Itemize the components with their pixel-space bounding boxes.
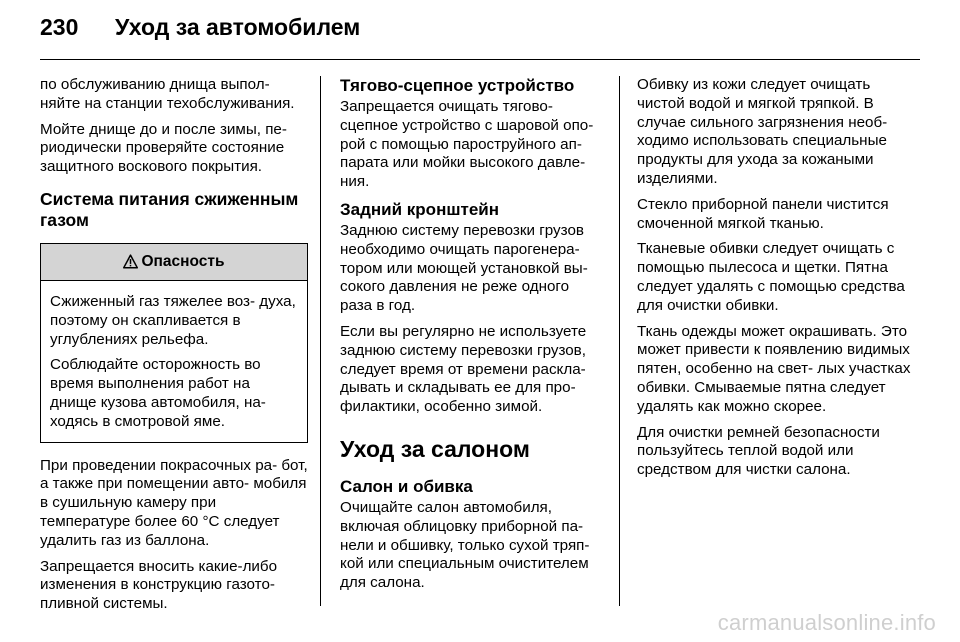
paragraph: Очищайте салон автомобиля, включая облицовку приборной па- нели и обшивку, только сухой тряп- кой или специальным очистителем для салона. <box>340 498 590 592</box>
chapter-heading-interior-care: Уход за салоном <box>340 435 530 462</box>
warning-triangle-icon <box>123 254 138 269</box>
danger-label: Опасность <box>141 252 225 270</box>
paragraph: Если вы регулярно не используете заднюю систему перевозки грузов, следует время от времени раскла- дывать и складывать ее для про- филактики, особенно зимой. <box>340 322 587 416</box>
paragraph: Ткань одежды может окрашивать. Это может привести к появлению видимых пятен, особенно на свет- лых участках обивки. Смываемые пятна следует удалять как можно скорее. <box>637 322 911 415</box>
section-heading-upholstery: Салон и обивка <box>340 476 473 496</box>
paragraph: Запрещается очищать тягово- сцепное устройство с шаровой опо- рой с помощью пароструйного ап- парата или мойки высокого давле- ния. <box>340 98 594 191</box>
paragraph: Стекло приборной панели чистится смоченной мягкой тканью. <box>637 195 889 232</box>
section-heading-gas-system: Система питания сжиженным газом <box>40 188 299 230</box>
danger-box <box>40 243 308 443</box>
watermark: carmanualsonline.info <box>717 610 936 635</box>
danger-box-header <box>41 244 307 281</box>
column-divider-1 <box>320 76 321 606</box>
section-heading-rear-carrier: Задний кронштейн <box>340 199 500 219</box>
column-divider-2 <box>619 76 620 606</box>
paragraph: Мойте днище до и после зимы, пе- риодически проверяйте состояние защитного воскового покрытия. <box>40 120 287 176</box>
paragraph: Тканевые обивки следует очищать с помощью пылесоса и щетки. Пятна следует удалять с помощью средства для очистки обивки. <box>637 240 905 314</box>
column-3 <box>637 76 911 487</box>
danger-box-body <box>41 281 307 442</box>
paragraph: Заднюю систему перевозки грузов необходимо очищать парогенера- тором или моющей установкой вы- сокого давления не реже одного раза в год. <box>340 221 588 315</box>
page-header <box>40 14 360 50</box>
paragraph: Соблюдайте осторожность во время выполнения работ на днище кузова автомобиля, на- ходясь в смотровой яме. <box>50 356 266 430</box>
column-2 <box>340 76 604 600</box>
paragraph: Для очистки ремней безопасности пользуйтесь теплой водой или средством для чистки салона. <box>637 423 880 479</box>
paragraph: Обивку из кожи следует очищать чистой водой и мягкой тряпкой. В случае сильного загрязнения необ- ходимо использовать специальные продукты для ухода за кожаными изделиями. <box>637 76 888 187</box>
paragraph: При проведении покрасочных ра- бот, а также при помещении авто- мобиля в сушильную камеру при температуре более 60 °C следует удалить газ из баллона. <box>40 456 308 549</box>
header-divider <box>40 59 920 60</box>
column-1 <box>40 76 308 621</box>
paragraph: Запрещается вносить какие-либо изменения в конструкцию газото- пливной системы. <box>40 557 278 613</box>
paragraph: Сжиженный газ тяжелее воз- духа, поэтому он скапливается в углублениях рельефа. <box>50 292 296 348</box>
page-title: Уход за автомобилем <box>115 14 361 40</box>
page-number: 230 <box>40 14 79 40</box>
paragraph: по обслуживанию днища выпол- няйте на станции техобслуживания. <box>40 76 295 112</box>
section-heading-tow-hitch: Тягово-сцепное устройство <box>340 76 575 95</box>
